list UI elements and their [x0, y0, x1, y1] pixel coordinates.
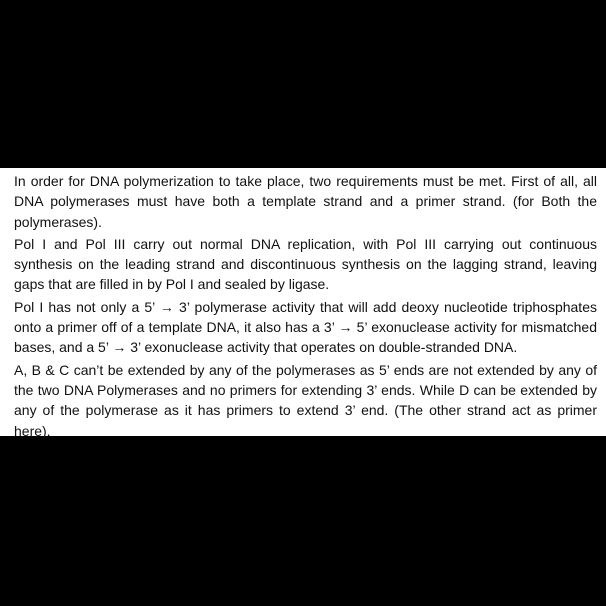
- paragraph-pol-i-activities: Pol I has not only a 5’ → 3’ polymerase activity that will add deoxy nucleotide triphosphates onto a primer off of a template DNA, it also has a 3’ → 5’ exonuclease activity for mismatched bases, and a 5’ → 3’ exonuclease activity that operates on double-stranded DNA.: [14, 298, 597, 356]
- text-panel: [0, 168, 606, 439]
- paragraph-answer-explanation: A, B & C can’t be extended by any of the polymerases as 5’ ends are not extended by any of the two DNA Polymerases and no primers for extending 3’ ends. While D can be extended by any of the polymerase as it has primers to extend 3’ end. (The other strand act as primer here).: [14, 361, 597, 439]
- paragraph-pol-roles: Pol I and Pol III carry out normal DNA replication, with Pol III carrying out continuous synthesis on the leading strand and discontinuous synthesis on the lagging strand, leaving gaps that are filled in by Pol I and sealed by ligase.: [14, 235, 597, 293]
- paragraph-requirements: In order for DNA polymerization to take place, two requirements must be met. First of all, all DNA polymerases must have both a template strand and a primer strand. (for Both the polymerases).: [14, 173, 597, 230]
